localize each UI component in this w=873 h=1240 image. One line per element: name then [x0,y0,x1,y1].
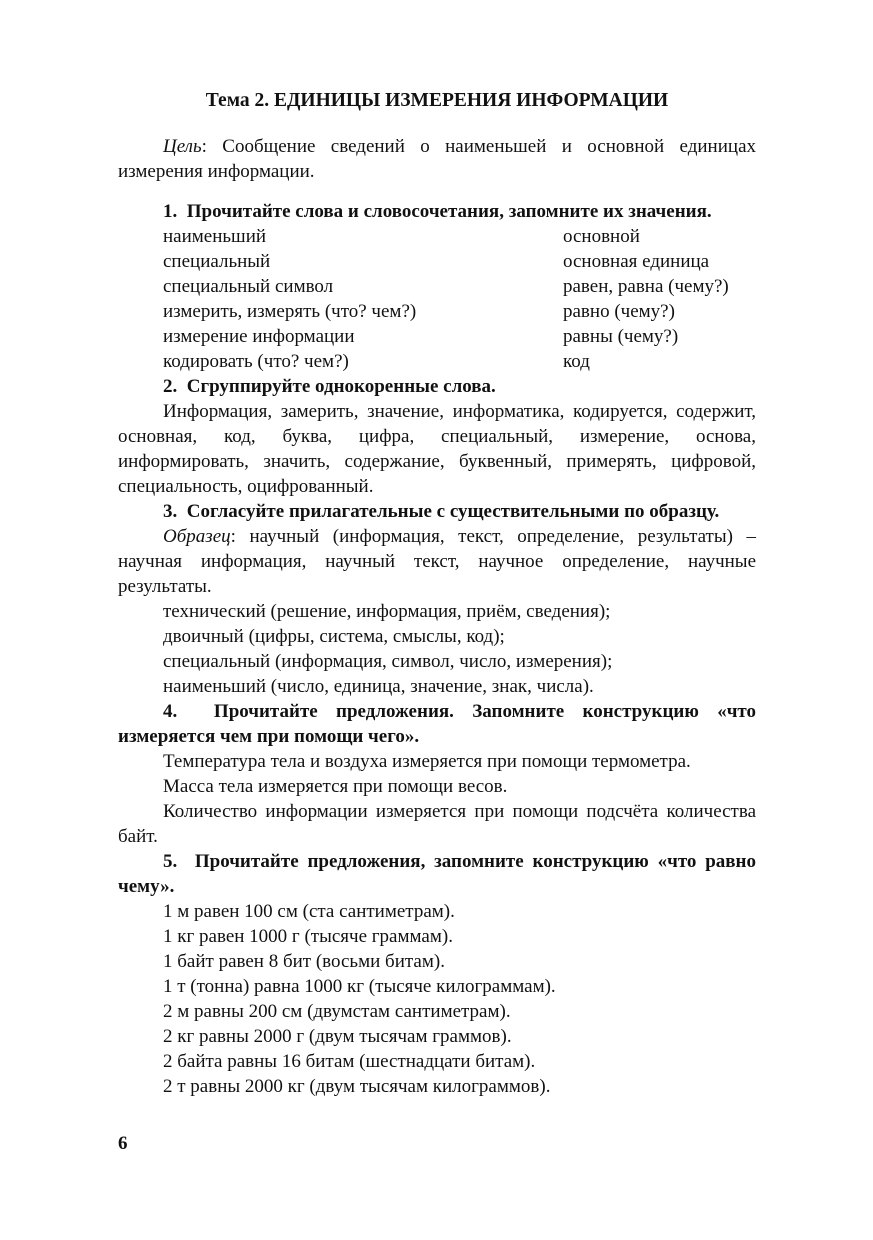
vocabulary-item: измерить, измерять (что? чем?) [163,301,417,322]
page-content [118,88,756,1099]
goal-paragraph [118,134,756,184]
task3-item: наименьший (число, единица, значение, знак, числа). [163,676,594,697]
goal-label: Цель [163,136,202,157]
task4-sentence: Масса тела измеряется при помощи весов. [163,776,508,797]
task5-sentence: 1 м равен 100 см (ста сантиметрам). [163,901,455,922]
task4-sentence: Количество информации измеряется при помощи подсчёта количества байт. [118,801,756,847]
vocabulary-item: равен, равна (чему?) [563,276,729,297]
vocabulary-table [118,224,756,374]
vocabulary-right-column [563,224,756,374]
task5-sentence: 2 т равны 2000 кг (двум тысячам килограммов). [163,1076,551,1097]
task4-heading: 4. Прочитайте предложения. Запомните конструкцию «что измеряется чем при помощи чего». [118,701,756,747]
task3-item: специальный (информация, символ, число, измерения); [163,651,613,672]
page-number: 6 [118,1133,128,1154]
page-title: Тема 2. ЕДИНИЦЫ ИЗМЕРЕНИЯ ИНФОРМАЦИИ [205,90,669,111]
goal-text: : Сообщение сведений о наименьшей и основной единицах измерения информации. [118,136,756,182]
vocabulary-item: кодировать (что? чем?) [163,351,349,372]
spacer [118,184,756,199]
vocabulary-item: код [563,351,590,372]
vocabulary-item: равно (чему?) [563,301,675,322]
vocabulary-left-column [163,224,563,374]
task5-sentence: 2 кг равны 2000 г (двум тысячам граммов). [163,1026,512,1047]
vocabulary-item: измерение информации [163,326,355,347]
vocabulary-item: специальный [163,251,271,272]
vocabulary-item: равны (чему?) [563,326,679,347]
task3-heading: 3. Согласуйте прилагательные с существительными по образцу. [163,501,720,522]
task5-sentence: 2 м равны 200 см (двумстам сантиметрам). [163,1001,511,1022]
sample-label: Образец [163,526,231,547]
task4-sentence: Температура тела и воздуха измеряется при помощи термометра. [163,751,691,772]
task3-item: технический (решение, информация, приём, сведения); [163,601,611,622]
vocabulary-item: специальный символ [163,276,334,297]
task5-heading: 5. Прочитайте предложения, запомните конструкцию «что равно чему». [118,851,756,897]
task5-sentence: 2 байта равны 16 битам (шестнадцати битам). [163,1051,536,1072]
task5-sentence: 1 т (тонна) равна 1000 кг (тысяче килограммам). [163,976,556,997]
vocabulary-item: наименьший [163,226,267,247]
task2-heading: 2. Сгруппируйте однокоренные слова. [163,376,496,397]
task1-heading: 1. Прочитайте слова и словосочетания, запомните их значения. [163,201,712,222]
task5-sentence: 1 кг равен 1000 г (тысяче граммам). [163,926,453,947]
task2-text: Информация, замерить, значение, информатика, кодируется, содержит, основная, код, буква, цифра, специальный, измерение, основа, информировать, значить, содержание, буквенный, примерять, цифровой, специальность, оцифрованный. [118,401,756,497]
vocabulary-item: основная единица [563,251,710,272]
task3-sample [118,524,756,599]
task3-item: двоичный (цифры, система, смыслы, код); [163,626,505,647]
vocabulary-item: основной [563,226,640,247]
sample-text: : научный (информация, текст, определение, результаты) – научная информация, научный текст, научное определение, научные результаты. [118,526,756,597]
task5-sentence: 1 байт равен 8 бит (восьми битам). [163,951,445,972]
